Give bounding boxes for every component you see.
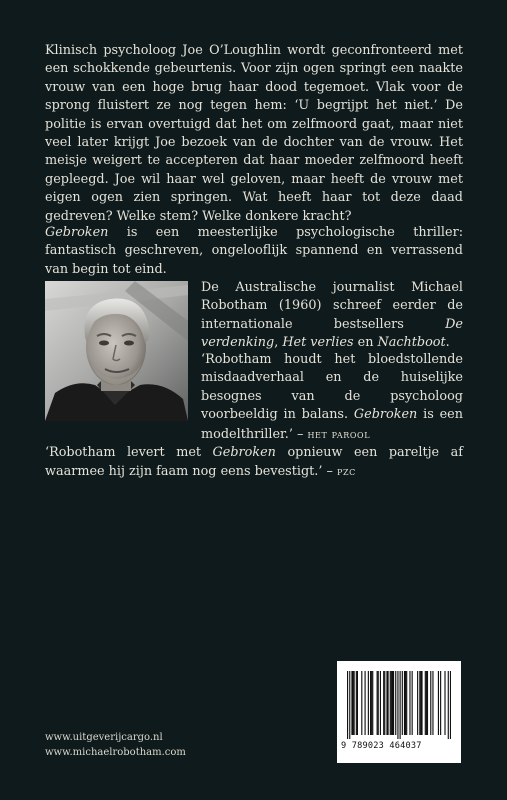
barcode-bar <box>406 671 407 735</box>
barcode-bar <box>421 671 422 735</box>
barcode-bar <box>380 671 381 735</box>
barcode-bar <box>405 671 406 735</box>
barcode-bar <box>351 671 352 735</box>
previous-book-title: Nachtboot <box>377 335 446 351</box>
barcode-bar <box>438 671 439 735</box>
barcode-bar <box>371 671 372 735</box>
previous-book-title: De verdenking <box>201 316 463 351</box>
barcode-bar <box>378 671 379 735</box>
barcode-bar <box>349 671 350 739</box>
barcode-bar <box>395 671 396 735</box>
barcode-bar <box>427 671 428 735</box>
barcode-bar <box>392 671 393 735</box>
barcode-bar <box>444 671 445 735</box>
author-photo <box>45 281 188 421</box>
author-bio <box>201 279 463 353</box>
barcode-bar <box>357 671 358 735</box>
barcode-bar <box>377 671 378 735</box>
barcode-bar <box>402 671 403 735</box>
barcode-bars <box>347 671 451 739</box>
barcode-bar <box>372 671 373 735</box>
barcode-bar <box>425 671 426 735</box>
barcode-bar <box>430 671 431 735</box>
quote-text: opnieuw een pareltje af waarmee hij zijn faam nog eens bevestigt.’ – <box>45 445 463 480</box>
barcode-bar <box>370 671 371 735</box>
period: . <box>445 335 450 351</box>
barcode-bar <box>368 671 369 735</box>
barcode-bar <box>426 671 427 735</box>
review-quote <box>45 444 463 482</box>
quote-text: ‘Robotham houdt het bloedstollende misdaadverhaal en de huiselijke besognes van de psycholoog voorbeeldig in balans. <box>201 352 463 423</box>
barcode-bar <box>432 671 433 735</box>
barcode-bar <box>383 671 384 735</box>
barcode-bar <box>384 671 385 735</box>
barcode-bar <box>404 671 405 735</box>
barcode-bar <box>412 671 413 735</box>
separator: en <box>353 335 378 351</box>
barcode-bar <box>448 671 449 739</box>
isbn-barcode <box>337 661 461 763</box>
barcode-bar <box>361 671 362 735</box>
website-links <box>45 730 186 760</box>
barcode-bar <box>397 671 398 739</box>
barcode-bar <box>450 671 451 739</box>
barcode-bar <box>390 671 391 735</box>
barcode-bar <box>365 671 366 735</box>
barcode-bar <box>352 671 353 735</box>
book-title: Gebroken <box>45 225 109 240</box>
author-bio-intro: De Australische journalist Michael Robotham (1960) schreef eerder de internationale bestsellers <box>201 280 463 332</box>
barcode-bar <box>386 671 387 735</box>
tagline-paragraph <box>45 224 463 279</box>
barcode-bar <box>388 671 389 735</box>
barcode-bar <box>417 671 418 735</box>
review-quote <box>201 351 463 444</box>
barcode-bar <box>391 671 392 735</box>
barcode-bar <box>440 671 441 735</box>
barcode-bar <box>420 671 421 735</box>
isbn-number: 9 789023 464037 <box>341 741 422 751</box>
quote-text: ‘Robotham levert met <box>45 445 213 460</box>
barcode-bar <box>354 671 355 735</box>
book-title: Gebroken <box>353 407 418 423</box>
synopsis-paragraph: Klinisch psycholoog Joe O’Loughlin wordt geconfronteerd met een schokkende gebeurtenis. Voor zijn ogen springt een naakte vrouw van een hoge brug haar dood tegemoet. Vlak voor de sprong fluistert ze nog tegen hem: ‘U begrijpt het niet.’ De politie is ervan overtuigd dat het om zelfmoord gaat, maar niet veel later krijgt Joe bezoek van de dochter van de vrouw. Het meisje weigert te accepteren dat haar moeder zelfmoord heeft gepleegd. Joe wil haar wel geloven, maar heeft de vrouw met eigen ogen zien springen. Wat heeft haar tot deze daad gedreven? Welke stem? Welke donkere kracht? <box>45 43 463 224</box>
tagline-text: is een meesterlijke psychologische thriller: fantastisch geschreven, ongelooflijk spannend en verrassend van begin tot eind. <box>45 225 463 277</box>
quote-source: het parool <box>307 426 371 441</box>
previous-book-title: Het verlies <box>282 335 354 351</box>
publisher-url: www.uitgeverijcargo.nl <box>45 732 163 743</box>
quote-source: pzc <box>336 464 356 479</box>
barcode-bar <box>400 671 401 739</box>
barcode-bar <box>409 671 410 735</box>
book-title: Gebroken <box>212 445 276 460</box>
barcode-bar <box>347 671 348 739</box>
barcode-bar <box>419 671 420 735</box>
quote-text: is een modelthriller.’ – <box>201 407 463 442</box>
barcode-bar <box>393 671 394 735</box>
separator: , <box>274 335 283 351</box>
author-url: www.michaelrobotham.com <box>45 747 186 758</box>
barcode-bar <box>356 671 357 735</box>
